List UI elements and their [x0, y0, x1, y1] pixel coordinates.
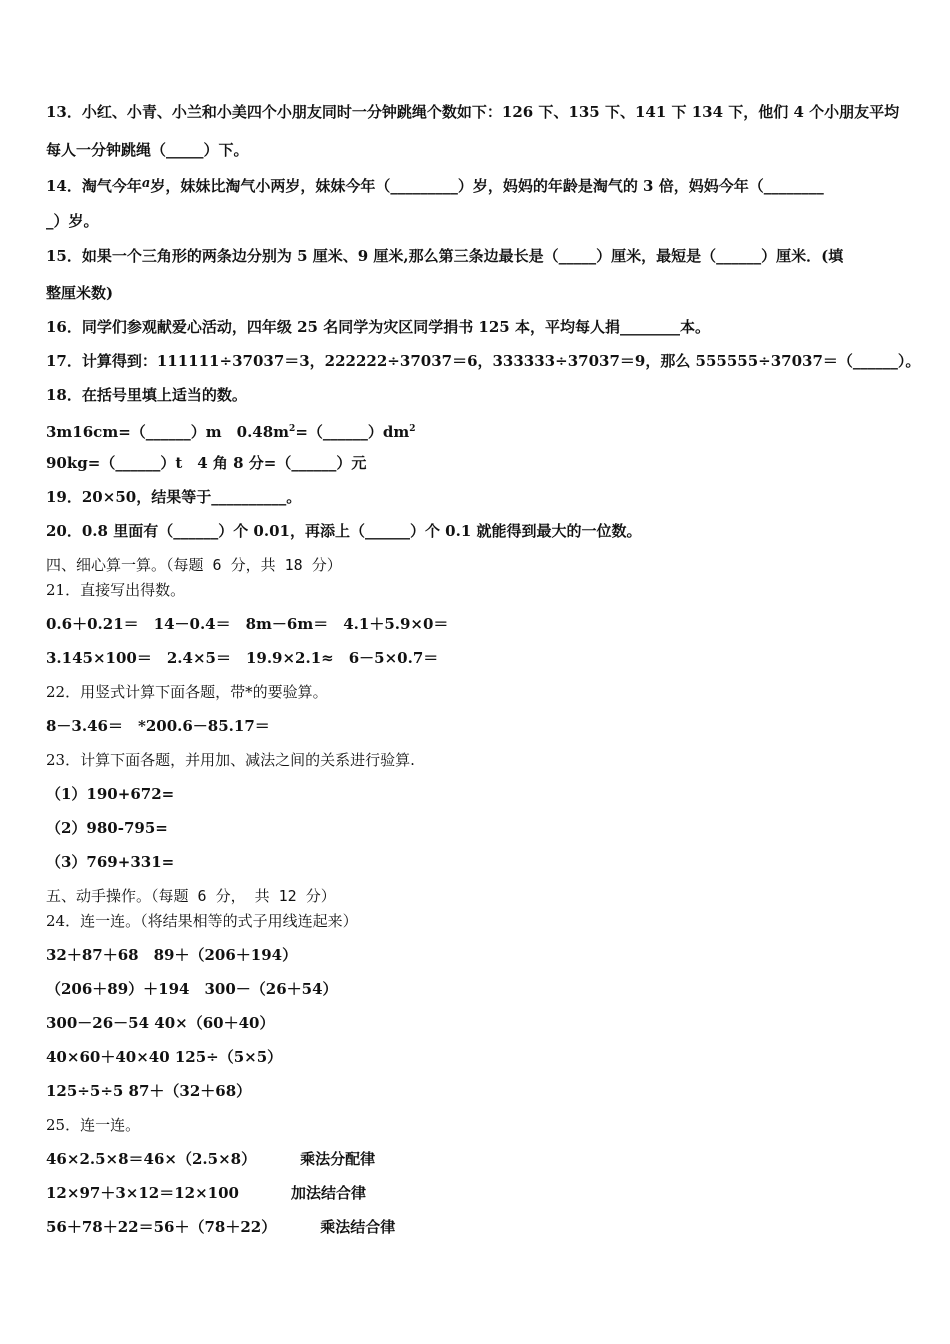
question-24-row: 40×60＋40×40 125÷（5×5）	[46, 1048, 283, 1066]
section-5-heading: 五、动手操作。（每题 6 分， 共 12 分）	[46, 887, 336, 905]
question-24-row: （206＋89）＋194 300－（26＋54）	[46, 980, 338, 998]
question-25-row	[46, 1149, 910, 1169]
question-18-part-b: =（______）dm	[295, 423, 410, 441]
question-24-row: 300－26－54 40×（60＋40）	[46, 1014, 275, 1032]
question-18-line-2: 90kg=（______）t 4 角 8 分=（______）元	[46, 454, 367, 472]
question-14-line-2: _）岁。	[46, 212, 99, 230]
question-24-row: 125÷5÷5 87＋（32＋68）	[46, 1082, 252, 1100]
question-13-line-1: 13．小红、小青、小兰和小美四个小朋友同时一分钟跳绳个数如下：126 下、135 下、141 下 134 下，他们 4 个小朋友平均	[46, 103, 900, 121]
question-21-title: 21．直接写出得数。	[46, 581, 186, 599]
question-25-expression: 46×2.5×8＝46×（2.5×8）	[46, 1150, 257, 1168]
question-23-item-3: （3）769+331=	[46, 853, 175, 871]
question-23-item-1: （1）190+672=	[46, 785, 175, 803]
question-25-title: 25．连一连。	[46, 1116, 141, 1134]
question-25-expression: 56＋78＋22＝56＋（78＋22）	[46, 1218, 277, 1236]
question-24-row: 32＋87＋68 89＋（206＋194）	[46, 946, 298, 964]
question-19: 19．20×50，结果等于__________。	[46, 488, 302, 506]
question-14-suffix: 岁，妹妹比淘气小两岁，妹妹今年（_________）岁，妈妈的年龄是淘气的 3 倍，妈妈今年（________	[150, 177, 824, 195]
question-23-title: 23．计算下面各题，并用加、减法之间的关系进行验算.	[46, 751, 415, 769]
question-25-law: 乘法结合律	[320, 1218, 396, 1236]
question-20: 20．0.8 里面有（______）个 0.01，再添上（______）个 0.1 就能得到最大的一位数。	[46, 522, 642, 540]
question-18-part-a: 3m16cm=（______）m 0.48m	[46, 423, 290, 441]
question-17: 17．计算得到：111111÷37037＝3，222222÷37037＝6，333333÷37037＝9，那么 555555÷37037＝（______）。	[46, 352, 921, 370]
section-4-heading: 四、细心算一算。（每题 6 分，共 18 分）	[46, 556, 342, 574]
question-25-law: 加法结合律	[290, 1184, 366, 1202]
question-24-title: 24．连一连。（将结果相等的式子用线连起来）	[46, 912, 358, 930]
question-25-row	[46, 1217, 910, 1237]
question-22-title: 22．用竖式计算下面各题，带*的要验算。	[46, 683, 328, 701]
question-14-variable: a	[141, 176, 151, 191]
question-16: 16．同学们参观献爱心活动，四年级 25 名同学为灾区同学捐书 125 本，平均每人捐________本。	[46, 318, 710, 336]
question-14-line-1	[46, 174, 910, 196]
question-13-line-2: 每人一分钟跳绳（_____）下。	[46, 141, 249, 159]
question-22-line-1: 8－3.46＝ *200.6－85.17＝	[46, 717, 270, 735]
question-25-law: 乘法分配律	[300, 1150, 376, 1168]
question-18-line-1	[46, 419, 910, 442]
superscript-2: 2	[289, 424, 296, 434]
question-25-expression: 12×97＋3×12＝12×100	[46, 1184, 239, 1202]
question-21-line-2: 3.145×100＝ 2.4×5＝ 19.9×2.1≈ 6－5×0.7＝	[46, 649, 439, 667]
question-14-prefix: 14．淘气今年	[46, 177, 142, 195]
question-21-line-1: 0.6＋0.21＝ 14－0.4＝ 8m－6m＝ 4.1＋5.9×0＝	[46, 615, 449, 633]
question-15-line-1: 15．如果一个三角形的两条边分别为 5 厘米、9 厘米,那么第三条边最长是（_____）厘米，最短是（______）厘米．(填	[46, 247, 844, 265]
question-18-title: 18．在括号里填上适当的数。	[46, 386, 247, 404]
question-23-item-2: （2）980-795=	[46, 819, 168, 837]
superscript-2: 2	[409, 424, 416, 434]
question-15-line-2: 整厘米数)	[46, 284, 114, 302]
question-25-row	[46, 1183, 910, 1203]
